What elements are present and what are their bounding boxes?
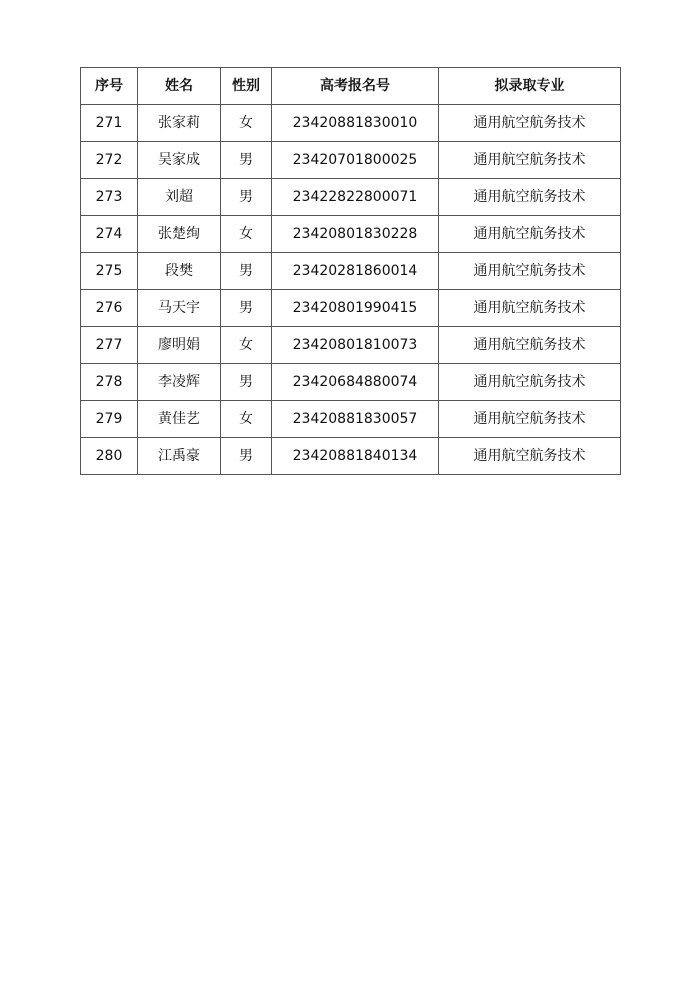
table-row	[81, 401, 621, 438]
admission-table	[80, 67, 621, 475]
cell-name: 廖明娟	[138, 327, 221, 364]
cell-exam-no: 23420701800025	[272, 142, 439, 179]
header-exam-no: 高考报名号	[272, 68, 439, 105]
cell-major: 通用航空航务技术	[439, 290, 621, 327]
cell-major: 通用航空航务技术	[439, 327, 621, 364]
cell-gender: 女	[221, 105, 272, 142]
cell-exam-no: 23420801990415	[272, 290, 439, 327]
cell-gender: 男	[221, 142, 272, 179]
cell-name: 江禹豪	[138, 438, 221, 475]
cell-major: 通用航空航务技术	[439, 105, 621, 142]
cell-seq: 272	[81, 142, 138, 179]
cell-major: 通用航空航务技术	[439, 216, 621, 253]
cell-exam-no: 23420881840134	[272, 438, 439, 475]
cell-seq: 275	[81, 253, 138, 290]
cell-name: 黄佳艺	[138, 401, 221, 438]
cell-major: 通用航空航务技术	[439, 179, 621, 216]
cell-name: 马天宇	[138, 290, 221, 327]
cell-name: 刘超	[138, 179, 221, 216]
table-row	[81, 179, 621, 216]
cell-gender: 女	[221, 216, 272, 253]
cell-seq: 280	[81, 438, 138, 475]
header-major: 拟录取专业	[439, 68, 621, 105]
cell-major: 通用航空航务技术	[439, 364, 621, 401]
cell-major: 通用航空航务技术	[439, 401, 621, 438]
cell-gender: 男	[221, 179, 272, 216]
cell-exam-no: 23420801830228	[272, 216, 439, 253]
cell-major: 通用航空航务技术	[439, 438, 621, 475]
table-header-row	[81, 68, 621, 105]
cell-exam-no: 23420281860014	[272, 253, 439, 290]
cell-seq: 271	[81, 105, 138, 142]
cell-exam-no: 23420881830057	[272, 401, 439, 438]
cell-major: 通用航空航务技术	[439, 142, 621, 179]
table-row	[81, 290, 621, 327]
cell-name: 吴家成	[138, 142, 221, 179]
table-row	[81, 105, 621, 142]
cell-name: 张家莉	[138, 105, 221, 142]
cell-gender: 女	[221, 401, 272, 438]
table-row	[81, 216, 621, 253]
cell-seq: 274	[81, 216, 138, 253]
cell-exam-no: 23420801810073	[272, 327, 439, 364]
cell-gender: 男	[221, 253, 272, 290]
cell-name: 张楚绚	[138, 216, 221, 253]
cell-gender: 女	[221, 327, 272, 364]
cell-seq: 278	[81, 364, 138, 401]
cell-major: 通用航空航务技术	[439, 253, 621, 290]
cell-exam-no: 23420881830010	[272, 105, 439, 142]
cell-name: 段樊	[138, 253, 221, 290]
cell-gender: 男	[221, 290, 272, 327]
cell-seq: 277	[81, 327, 138, 364]
cell-exam-no: 23422822800071	[272, 179, 439, 216]
cell-seq: 273	[81, 179, 138, 216]
header-seq: 序号	[81, 68, 138, 105]
table-row	[81, 142, 621, 179]
cell-exam-no: 23420684880074	[272, 364, 439, 401]
cell-seq: 276	[81, 290, 138, 327]
header-name: 姓名	[138, 68, 221, 105]
table-row	[81, 438, 621, 475]
cell-gender: 男	[221, 364, 272, 401]
table-row	[81, 364, 621, 401]
cell-seq: 279	[81, 401, 138, 438]
cell-gender: 男	[221, 438, 272, 475]
cell-name: 李凌辉	[138, 364, 221, 401]
header-gender: 性别	[221, 68, 272, 105]
table-row	[81, 253, 621, 290]
table-row	[81, 327, 621, 364]
